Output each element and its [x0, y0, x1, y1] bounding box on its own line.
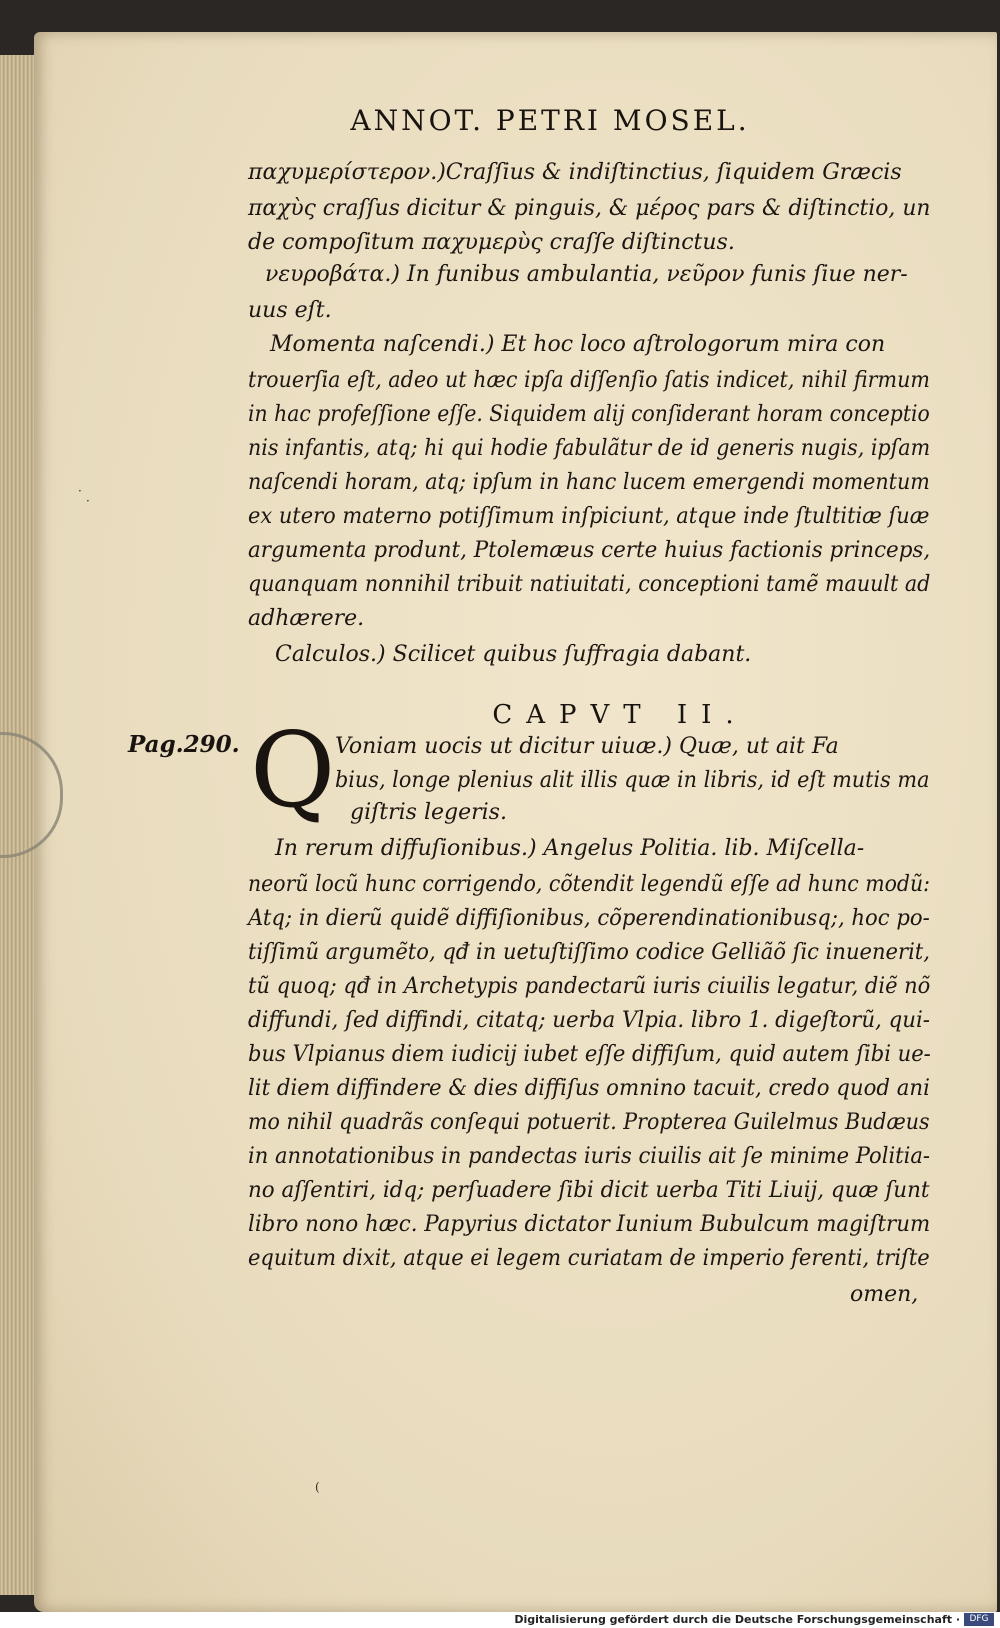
- body-line: nis infantis, atq; hi qui hodie fabulãtur de id generis nugis, ipſam: [248, 436, 931, 461]
- chapter-line: equitum dixit, atque ei legem curiatam de imperio ferenti, triſte: [248, 1246, 930, 1271]
- chapter-line: diffundi, ſed diffindi, citatq; uerba Vlpia. libro 1. digeſtorũ, qui-: [248, 1008, 931, 1033]
- chapter-line: no aſſentiri, idq; perſuadere ſibi dicit uerba Titi Liuij, quæ ſunt: [248, 1178, 930, 1203]
- chapter-line: bius, longe plenius alit illis quæ in libris, id eſt mutis ma: [335, 768, 930, 793]
- body-line: in hac profeſſione eſſe. Siquidem alij conſiderant horam conceptio: [248, 402, 930, 427]
- body-line: παχὺς craſſus dicitur & pinguis, & μέρος pars & diſtinctio, un: [248, 196, 931, 221]
- chapter-line: Voniam uocis ut dicitur uiuæ.) Quæ, ut ait Fa: [335, 734, 839, 759]
- chapter-heading: CAPVT II.: [492, 700, 748, 730]
- body-line: ex utero materno potiſſimum inſpiciunt, atque inde ſtultitiæ ſuæ: [248, 504, 930, 529]
- chapter-line: Atq; in dierũ quidẽ diffiſionibus, cõperendinationibusq;, hoc po-: [248, 906, 930, 931]
- chapter-line: tũ quoq; qđ in Archetypis pandectarũ iuris ciuilis legatur, diẽ nõ: [248, 974, 931, 999]
- body-line: uus eſt.: [248, 298, 332, 323]
- chapter-line: giſtris legeris.: [350, 800, 507, 825]
- margin-page-reference: Pag.290.: [128, 731, 240, 758]
- stray-mark: ·: [86, 494, 90, 508]
- body-line: παχυμερίστερον.)Craſſius & indiſtinctius, ſiquidem Græcis: [248, 160, 902, 185]
- body-line: quanquam nonnihil tribuit natiuitati, conceptioni tamẽ mauult ad: [248, 572, 931, 597]
- body-line: Calculos.) Scilicet quibus ſuffragia dabant.: [275, 642, 752, 667]
- stray-mark: ·: [78, 484, 82, 498]
- body-line: Momenta naſcendi.) Et hoc loco aſtrologorum mira con: [270, 332, 886, 357]
- chapter-line: in annotationibus in pandectas iuris ciuilis ait ſe minime Politia-: [248, 1144, 931, 1169]
- body-line: adhærere.: [248, 606, 365, 631]
- chapter-line: neorũ locũ hunc corrigendo, cõtendit legendũ eſſe ad hunc modũ:: [248, 872, 931, 897]
- body-line: argumenta produnt, Ptolemæus certe huius factionis princeps,: [248, 538, 931, 563]
- chapter-line: lit diem diffindere & dies diffiſus omnino tacuit, credo quod ani: [248, 1076, 930, 1101]
- catchword: omen,: [850, 1282, 919, 1307]
- dfg-logo: DFG: [964, 1613, 994, 1626]
- body-line: νευροβάτα.) In funibus ambulantia, νεῦρον funis ſiue ner-: [265, 262, 908, 287]
- chapter-line: bus Vlpianus diem iudicij iubet eſſe diffiſum, quid autem ſibi ue-: [248, 1042, 931, 1067]
- body-line: de compoſitum παχυμερὺς craſſe diſtinctus.: [248, 230, 735, 255]
- chapter-line: In rerum diffuſionibus.) Angelus Politia. lib. Miſcella-: [275, 836, 865, 861]
- running-head: ANNOT. PETRI MOSEL.: [350, 104, 750, 137]
- chapter-line: tiſſimũ argumẽto, qđ in uetuſtiſſimo codice Gelliãõ ſic inuenerit,: [248, 940, 930, 965]
- stray-mark: (: [315, 1480, 320, 1494]
- drop-cap: Q: [250, 709, 336, 831]
- chapter-line: mo nihil quadrãs conſequi potuerit. Propterea Guilelmus Budæus: [248, 1110, 930, 1135]
- body-line: naſcendi horam, atq; ipſum in hanc lucem emergendi momentum: [248, 470, 930, 495]
- chapter-line: libro nono hæc. Papyrius dictator Iunium Bubulcum magiſtrum: [248, 1212, 931, 1237]
- body-line: trouerſia eſt, adeo ut hæc ipſa diſſenſio ſatis indicet, nihil firmum: [248, 368, 930, 393]
- footer-credit: Digitalisierung gefördert durch die Deutsche Forschungsgemeinschaft ·: [514, 1613, 960, 1626]
